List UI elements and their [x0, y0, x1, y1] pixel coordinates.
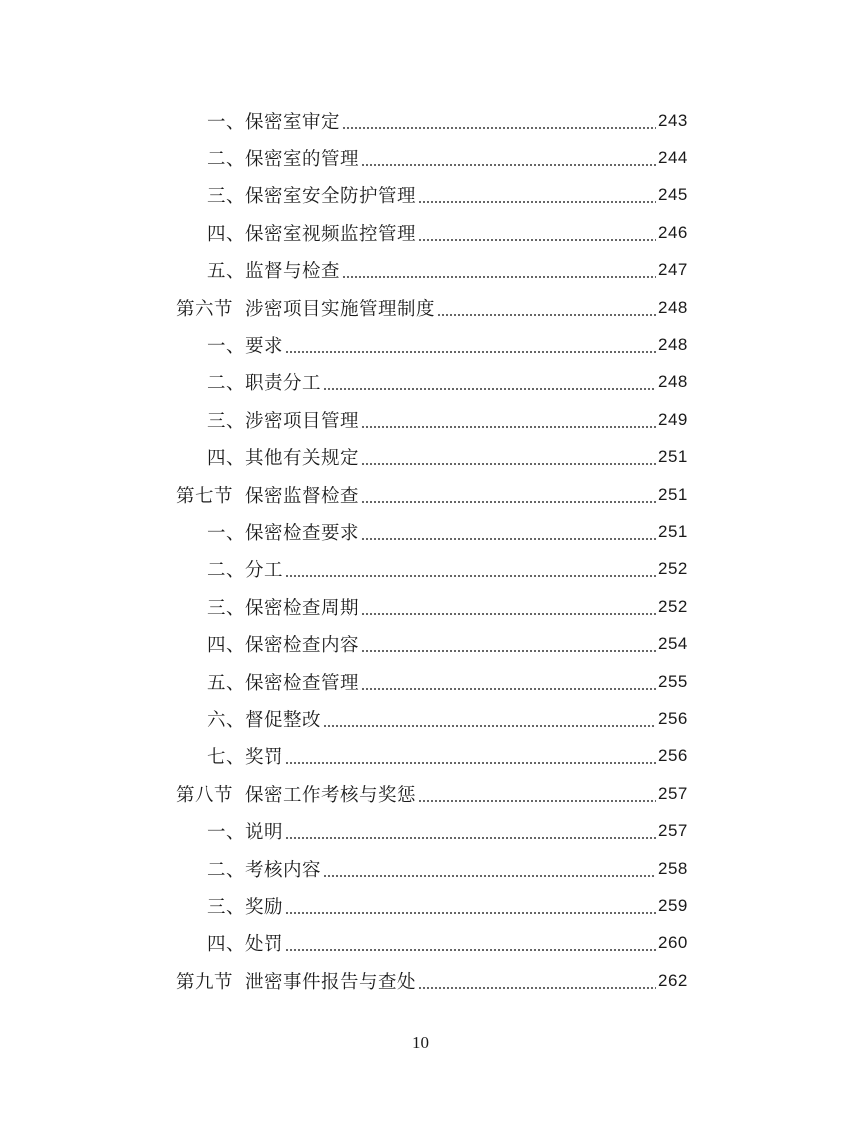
toc-entry-title: 保密检查周期 [245, 597, 360, 619]
toc-entry-page: 257 [658, 783, 688, 803]
toc-entry-title: 保密室视频监控管理 [245, 223, 417, 245]
toc-entry-label [207, 818, 283, 844]
toc-entry-title: 泄密事件报告与查处 [245, 971, 417, 993]
dot-leader [323, 725, 656, 727]
toc-entry-label [207, 930, 283, 956]
toc-entry-label [207, 893, 283, 919]
toc-entry-label [207, 556, 283, 582]
toc-subsection-entry[interactable] [0, 925, 841, 962]
toc-subsection-entry[interactable] [0, 364, 841, 401]
toc-entry-page: 248 [658, 335, 688, 355]
dot-leader [361, 613, 656, 615]
toc-entry-number: 第八节 [176, 784, 234, 806]
toc-entry-label [207, 706, 321, 732]
toc-entry-label [176, 781, 416, 807]
page-number: 10 [412, 1033, 429, 1052]
toc-entry-label [207, 220, 416, 246]
toc-entry-page: 248 [658, 297, 688, 317]
dot-leader [285, 837, 656, 839]
dot-leader [361, 688, 656, 690]
dot-leader [323, 875, 656, 877]
toc-section-entry[interactable] [0, 775, 841, 812]
toc-entry-page: 244 [658, 148, 688, 168]
toc-entry-number: 一、 [207, 822, 246, 844]
dot-leader [323, 388, 656, 390]
toc-entry-page: 246 [658, 222, 688, 242]
toc-entry-label [207, 257, 340, 283]
toc-entry-page: 255 [658, 671, 688, 691]
toc-subsection-entry[interactable] [0, 177, 841, 214]
toc-entry-number: 二、 [207, 560, 246, 582]
toc-entry-label [207, 519, 359, 545]
toc-subsection-entry[interactable] [0, 252, 841, 289]
toc-section-entry[interactable] [0, 289, 841, 326]
dot-leader [361, 426, 656, 428]
toc-entry-label [207, 182, 416, 208]
toc-entry-number: 四、 [207, 448, 246, 470]
toc-entry-label [207, 407, 359, 433]
toc-entry-title: 涉密项目实施管理制度 [245, 298, 436, 320]
toc-entry-number: 三、 [207, 410, 246, 432]
toc-entry-label [207, 332, 283, 358]
toc-entry-page: 247 [658, 260, 688, 280]
toc-subsection-entry[interactable] [0, 850, 841, 887]
toc-entry-title: 保密检查内容 [245, 635, 360, 657]
toc-entry-label [207, 444, 359, 470]
toc-entry-page: 248 [658, 372, 688, 392]
toc-entry-title: 保密工作考核与奖惩 [245, 784, 417, 806]
toc-subsection-entry[interactable] [0, 887, 841, 924]
toc-entry-title: 保密室的管理 [245, 149, 360, 171]
toc-entry-label [207, 669, 359, 695]
toc-subsection-entry[interactable] [0, 738, 841, 775]
dot-leader [285, 351, 656, 353]
toc-subsection-entry[interactable] [0, 513, 841, 550]
dot-leader [361, 650, 656, 652]
toc-section-entry[interactable] [0, 962, 841, 999]
dot-leader [418, 239, 656, 241]
dot-leader [285, 949, 656, 951]
toc-subsection-entry[interactable] [0, 139, 841, 176]
toc-entry-title: 涉密项目管理 [245, 410, 360, 432]
toc-subsection-entry[interactable] [0, 439, 841, 476]
toc-entry-title: 奖励 [245, 896, 284, 918]
dot-leader [418, 800, 656, 802]
toc-entry-number: 六、 [207, 709, 246, 731]
toc-entry-label [176, 295, 435, 321]
toc-subsection-entry[interactable] [0, 812, 841, 849]
toc-entry-label [176, 968, 416, 994]
toc-entry-page: 243 [658, 110, 688, 130]
toc-entry-page: 252 [658, 559, 688, 579]
toc-entry-page: 252 [658, 596, 688, 616]
toc-entry-title: 要求 [245, 336, 284, 358]
toc-entry-page: 254 [658, 634, 688, 654]
toc-entry-page: 256 [658, 746, 688, 766]
toc-entry-number: 一、 [207, 522, 246, 544]
dot-leader [361, 538, 656, 540]
toc-entry-title: 督促整改 [245, 709, 322, 731]
toc-entry-number: 第七节 [176, 485, 234, 507]
toc-entry-title: 保密检查管理 [245, 672, 360, 694]
toc-entry-label [207, 145, 359, 171]
dot-leader [361, 164, 656, 166]
toc-subsection-entry[interactable] [0, 588, 841, 625]
toc-subsection-entry[interactable] [0, 700, 841, 737]
dot-leader [285, 762, 656, 764]
dot-leader [361, 501, 656, 503]
toc-entry-title: 保密监督检查 [245, 485, 360, 507]
toc-subsection-entry[interactable] [0, 663, 841, 700]
toc-subsection-entry[interactable] [0, 214, 841, 251]
toc-entry-title: 奖罚 [245, 747, 284, 769]
toc-entry-label [207, 594, 359, 620]
toc-entry-number: 四、 [207, 223, 246, 245]
toc-entry-number: 三、 [207, 597, 246, 619]
dot-leader [418, 987, 656, 989]
toc-entry-number: 四、 [207, 934, 246, 956]
toc-entry-page: 249 [658, 409, 688, 429]
toc-entry-page: 262 [658, 970, 688, 990]
dot-leader [437, 314, 656, 316]
toc-entry-page: 256 [658, 708, 688, 728]
toc-entry-title: 考核内容 [245, 859, 322, 881]
toc-section-entry[interactable] [0, 476, 841, 513]
table-of-contents [0, 102, 841, 999]
toc-entry-title: 分工 [245, 560, 284, 582]
toc-entry-label [207, 369, 321, 395]
toc-entry-page: 258 [658, 858, 688, 878]
toc-entry-number: 一、 [207, 336, 246, 358]
toc-entry-title: 监督与检查 [245, 261, 341, 283]
toc-entry-number: 四、 [207, 635, 246, 657]
toc-entry-number: 七、 [207, 747, 246, 769]
dot-leader [285, 575, 656, 577]
toc-entry-title: 保密检查要求 [245, 522, 360, 544]
dot-leader [342, 276, 656, 278]
toc-entry-number: 一、 [207, 111, 246, 133]
toc-entry-number: 五、 [207, 261, 246, 283]
toc-entry-title: 处罚 [245, 934, 284, 956]
toc-entry-title: 职责分工 [245, 373, 322, 395]
toc-entry-number: 第九节 [176, 971, 234, 993]
toc-entry-page: 260 [658, 933, 688, 953]
toc-entry-label [207, 108, 340, 134]
toc-entry-label [207, 856, 321, 882]
toc-entry-page: 251 [658, 484, 688, 504]
toc-entry-page: 257 [658, 821, 688, 841]
toc-subsection-entry[interactable] [0, 326, 841, 363]
dot-leader [285, 912, 656, 914]
toc-subsection-entry[interactable] [0, 625, 841, 662]
toc-entry-page: 251 [658, 447, 688, 467]
toc-entry-number: 五、 [207, 672, 246, 694]
toc-subsection-entry[interactable] [0, 551, 841, 588]
toc-subsection-entry[interactable] [0, 102, 841, 139]
toc-entry-label [207, 631, 359, 657]
toc-entry-number: 三、 [207, 186, 246, 208]
dot-leader [418, 201, 656, 203]
toc-entry-title: 保密室审定 [245, 111, 341, 133]
toc-entry-label [176, 482, 359, 508]
toc-entry-title: 其他有关规定 [245, 448, 360, 470]
toc-entry-page: 251 [658, 521, 688, 541]
toc-entry-title: 说明 [245, 822, 284, 844]
toc-entry-number: 二、 [207, 373, 246, 395]
toc-entry-number: 第六节 [176, 298, 234, 320]
dot-leader [361, 463, 656, 465]
toc-entry-page: 259 [658, 895, 688, 915]
toc-entry-label [207, 743, 283, 769]
toc-entry-number: 三、 [207, 896, 246, 918]
toc-entry-number: 二、 [207, 859, 246, 881]
dot-leader [342, 127, 656, 129]
toc-entry-page: 245 [658, 185, 688, 205]
toc-entry-number: 二、 [207, 149, 246, 171]
toc-subsection-entry[interactable] [0, 401, 841, 438]
toc-entry-title: 保密室安全防护管理 [245, 186, 417, 208]
